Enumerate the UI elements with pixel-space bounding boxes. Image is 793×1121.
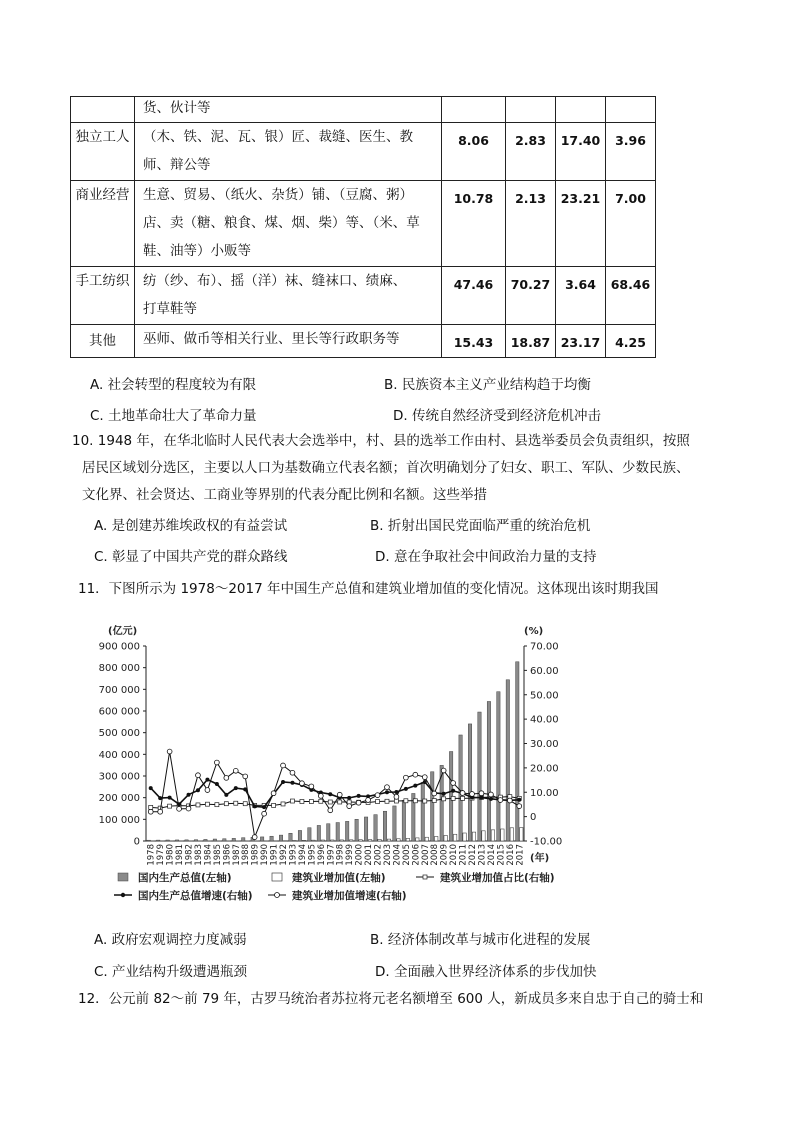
- gdp-growth-point: [479, 796, 483, 800]
- gdp-bar: [355, 819, 358, 841]
- construction-growth-point: [290, 770, 295, 775]
- description-line: 货、伙计等: [143, 100, 211, 116]
- construction-growth-point: [403, 775, 408, 780]
- x-tick-label: 1983: [193, 844, 204, 866]
- construction-share-point: [234, 801, 238, 805]
- legend-marker: [275, 893, 280, 898]
- gdp-bar: [298, 830, 301, 841]
- construction-bar: [387, 839, 390, 841]
- gdp-bar: [497, 692, 500, 841]
- construction-growth-point: [375, 793, 380, 798]
- x-tick-label: 1986: [222, 844, 233, 866]
- q9-option-a[interactable]: A. 社会转型的程度较为有限: [90, 377, 257, 393]
- x-tick-label: 2016: [505, 844, 516, 866]
- construction-growth-point: [422, 775, 427, 780]
- gdp-bar: [317, 825, 320, 841]
- gdp-growth-point: [442, 792, 446, 796]
- gdp-growth-point: [158, 796, 162, 800]
- gdp-bar: [204, 839, 207, 841]
- construction-growth-point: [196, 773, 201, 778]
- x-tick-label: 2006: [411, 844, 422, 866]
- construction-share-point: [413, 799, 417, 803]
- construction-bar: [482, 831, 485, 841]
- table-row: [71, 181, 656, 267]
- value-cell: [506, 97, 556, 123]
- construction-growth-point: [356, 800, 361, 805]
- right-tick-label: 40.00: [530, 714, 559, 726]
- q11-option-b[interactable]: B. 经济体制改革与城市化进程的发展: [370, 932, 591, 948]
- right-tick-label: 20.00: [530, 763, 559, 775]
- value-cell: 10.78: [442, 181, 506, 267]
- construction-bar: [331, 840, 334, 841]
- q12-stem-line1: 12．公元前 82～前 79 年，古罗马统治者苏拉将元老名额增至 600 人，新成员多来自忠于自己的骑士和: [78, 991, 704, 1007]
- x-tick-label: 1994: [297, 844, 308, 866]
- construction-growth-point: [328, 808, 333, 813]
- left-tick-label: 700 000: [98, 684, 140, 696]
- construction-share-point: [338, 800, 342, 804]
- construction-bar: [501, 829, 504, 841]
- construction-bar: [359, 840, 362, 841]
- q11-option-a[interactable]: A. 政府宏观调控力度减弱: [94, 932, 247, 948]
- right-tick-label: -10.00: [530, 836, 563, 848]
- left-tick-label: 500 000: [98, 728, 140, 740]
- table-row: [71, 325, 656, 358]
- x-tick-label: 2002: [373, 844, 384, 866]
- q9-option-c[interactable]: C. 土地革命壮大了革命力量: [90, 408, 257, 424]
- x-tick-label: 1988: [241, 844, 252, 866]
- x-tick-label: 1985: [212, 844, 223, 866]
- x-tick-label: 2010: [449, 844, 460, 866]
- value-cell: 17.40: [556, 123, 606, 181]
- construction-bar: [425, 837, 428, 841]
- gdp-growth-point: [385, 790, 389, 794]
- construction-share-point: [290, 799, 294, 803]
- gdp-growth-point: [205, 778, 209, 782]
- construction-growth-point: [385, 785, 390, 790]
- construction-share-point: [385, 799, 389, 803]
- legend-marker: [423, 875, 427, 879]
- category-cell: [71, 97, 135, 123]
- q11-option-d[interactable]: D. 全面融入世界经济体系的步伐加快: [375, 964, 597, 980]
- construction-growth-point: [271, 791, 276, 796]
- table-row: [71, 123, 656, 181]
- description-line: 巫师、做币等相关行业、里长等行政职务等: [143, 331, 400, 347]
- construction-growth-point: [366, 798, 371, 803]
- construction-bar: [302, 840, 305, 841]
- value-cell: [556, 97, 606, 123]
- gdp-growth-point: [423, 780, 427, 784]
- category-cell: 手工纺织: [71, 267, 135, 325]
- category-cell: 商业经营: [71, 181, 135, 267]
- construction-growth-point: [394, 794, 399, 799]
- gdp-bar: [431, 772, 434, 841]
- q10-option-b[interactable]: B. 折射出国民党面临严重的统治危机: [370, 518, 591, 534]
- gdp-growth-point: [451, 789, 455, 793]
- construction-growth-point: [451, 781, 456, 786]
- construction-growth-point: [318, 794, 323, 799]
- construction-share-point: [451, 796, 455, 800]
- gdp-bar: [327, 824, 330, 841]
- table-row: [71, 267, 656, 325]
- q11-option-c[interactable]: C. 产业结构升级遭遇瓶颈: [94, 964, 248, 980]
- construction-growth-point: [205, 788, 210, 793]
- legend-label: 建筑业增加值(左轴): [292, 872, 386, 884]
- construction-bar: [340, 840, 343, 841]
- gdp-bar: [213, 839, 216, 841]
- left-tick-label: 300 000: [98, 771, 140, 783]
- x-tick-label: 1999: [345, 844, 356, 866]
- q10-option-c[interactable]: C. 彰显了中国共产党的群众路线: [94, 549, 288, 565]
- gdp-growth-point: [187, 793, 191, 797]
- construction-share-point: [319, 799, 323, 803]
- construction-share-point: [272, 803, 276, 807]
- construction-bar: [321, 840, 324, 841]
- q11-stem-line1: 11．下图所示为 1978～2017 年中国生产总值和建筑业增加值的变化情况。这体现出该时期我国: [78, 581, 659, 597]
- gdp-bar: [364, 817, 367, 841]
- construction-share-point: [205, 802, 209, 806]
- value-cell: 3.64: [556, 267, 606, 325]
- construction-growth-point: [413, 772, 418, 777]
- legend-label: 国内生产总值增速(右轴): [138, 890, 253, 902]
- construction-share-point: [309, 800, 313, 804]
- x-tick-label: 2007: [420, 844, 431, 866]
- gdp-growth-point: [196, 788, 200, 792]
- legend-swatch-gdp: [118, 873, 128, 881]
- x-tick-label: 1987: [231, 844, 242, 866]
- gdp-bar: [506, 680, 509, 841]
- left-tick-label: 800 000: [98, 663, 140, 675]
- x-tick-label: 2011: [458, 844, 469, 866]
- construction-bar: [520, 828, 523, 841]
- gdp-bar: [468, 724, 471, 841]
- x-tick-label: 1993: [288, 844, 299, 866]
- description-cell: [135, 267, 442, 325]
- gdp-bar: [487, 701, 490, 841]
- left-tick-label: 400 000: [98, 749, 140, 761]
- x-tick-label: 2003: [382, 844, 393, 866]
- left-tick-label: 200 000: [98, 793, 140, 805]
- construction-share-point: [376, 800, 380, 804]
- description-cell: [135, 97, 442, 123]
- construction-share-point: [149, 805, 153, 809]
- construction-bar: [416, 838, 419, 841]
- construction-bar: [472, 832, 475, 841]
- description-line: 打草鞋等: [143, 301, 197, 317]
- category-cell: 独立工人: [71, 123, 135, 181]
- x-tick-label: 1992: [279, 844, 290, 866]
- x-tick-label: 2015: [496, 844, 507, 866]
- construction-growth-point: [177, 806, 182, 811]
- right-tick-label: 30.00: [530, 739, 559, 750]
- x-tick-label: 2004: [392, 844, 403, 866]
- description-line: （木、铁、泥、瓦、银）匠、裁缝、医生、教: [143, 129, 413, 145]
- x-tick-label: 1981: [175, 844, 186, 866]
- x-tick-label: 2005: [401, 844, 412, 866]
- q10-option-a[interactable]: A. 是创建苏维埃政权的有益尝试: [94, 518, 288, 534]
- construction-bar: [510, 828, 513, 841]
- gdp-bar: [516, 662, 519, 841]
- gdp-growth-point: [168, 796, 172, 800]
- description-line: 生意、贸易、（纸火、杂货）铺、（豆腐、粥）: [143, 187, 413, 203]
- value-cell: 4.25: [606, 325, 656, 358]
- value-cell: 3.96: [606, 123, 656, 181]
- construction-growth-point: [432, 791, 437, 796]
- construction-share-point: [196, 803, 200, 807]
- x-tick-label: 1991: [269, 844, 280, 866]
- left-tick-label: 900 000: [98, 641, 140, 653]
- occupation-table: [70, 96, 656, 358]
- construction-growth-point: [281, 763, 286, 768]
- gdp-bar: [279, 835, 282, 841]
- value-cell: 70.27: [506, 267, 556, 325]
- left-tick-label: 100 000: [98, 814, 140, 826]
- construction-growth-point: [441, 768, 446, 773]
- legend-label: 国内生产总值(左轴): [138, 872, 232, 884]
- construction-share-point: [281, 802, 285, 806]
- q10-option-d[interactable]: D. 意在争取社会中间政治力量的支持: [375, 549, 597, 565]
- right-tick-label: 60.00: [530, 665, 559, 677]
- gdp-growth-point: [253, 804, 257, 808]
- gdp-growth-point: [224, 793, 228, 797]
- construction-share-point: [432, 799, 436, 803]
- construction-share-point: [300, 800, 304, 804]
- x-tick-label: 2001: [364, 844, 375, 866]
- construction-growth-point: [167, 749, 172, 754]
- construction-share-point: [224, 802, 228, 806]
- construction-bar: [368, 840, 371, 841]
- construction-growth-point: [347, 804, 352, 809]
- gdp-bar: [223, 839, 226, 841]
- description-line: 鞋、油等）小贩等: [143, 243, 251, 259]
- table-row: [71, 97, 656, 123]
- gdp-growth-point: [357, 794, 361, 798]
- gdp-bar: [185, 840, 188, 841]
- construction-growth-point: [224, 775, 229, 780]
- value-cell: 23.21: [556, 181, 606, 267]
- construction-growth-point: [214, 760, 219, 765]
- x-tick-label: 1997: [326, 844, 337, 866]
- right-tick-label: 10.00: [530, 787, 559, 799]
- legend-label: 建筑业增加值占比(右轴): [440, 872, 555, 884]
- construction-share-point: [168, 804, 172, 808]
- construction-bar: [453, 834, 456, 841]
- gdp-growth-point: [290, 781, 294, 785]
- x-tick-label: 1978: [146, 844, 157, 866]
- gdp-bar: [242, 838, 245, 841]
- right-tick-label: 70.00: [530, 641, 559, 653]
- construction-growth-point: [252, 835, 257, 840]
- x-tick-label: 1979: [156, 844, 167, 866]
- gdp-bar: [402, 800, 405, 841]
- right-axis-unit: (%): [524, 626, 544, 637]
- description-line: 纺（纱、布）、摇（洋）袜、缝袜口、绩麻、: [143, 273, 407, 289]
- x-tick-label: 2013: [477, 844, 488, 866]
- construction-bar: [397, 839, 400, 841]
- construction-bar: [406, 838, 409, 841]
- x-tick-label: 1984: [203, 844, 214, 866]
- construction-growth-point: [337, 792, 342, 797]
- gdp-growth-point: [215, 782, 219, 786]
- construction-growth-point: [186, 806, 191, 811]
- value-cell: 68.46: [606, 267, 656, 325]
- right-tick-label: 0: [530, 812, 537, 824]
- value-cell: [442, 97, 506, 123]
- gdp-growth-point: [347, 796, 351, 800]
- construction-bar: [435, 836, 438, 841]
- construction-growth-point: [309, 784, 314, 789]
- construction-share-point: [423, 799, 427, 803]
- construction-share-point: [243, 802, 247, 806]
- gdp-bar: [336, 823, 339, 841]
- x-tick-label: 2012: [468, 844, 479, 866]
- construction-growth-point: [300, 781, 305, 786]
- q10-stem-line2: 居民区域划分选区，主要以人口为基数确立代表名额；首次明确划分了妇女、职工、军队、少数民族、: [82, 460, 690, 476]
- gdp-bar: [147, 840, 150, 841]
- construction-share-point: [442, 797, 446, 801]
- construction-share-point: [215, 803, 219, 807]
- gdp-bar: [478, 712, 481, 841]
- legend-swatch-construction: [272, 873, 282, 881]
- description-cell: [135, 123, 442, 181]
- gdp-bar: [175, 840, 178, 841]
- description-cell: [135, 181, 442, 267]
- right-tick-label: 50.00: [530, 690, 559, 702]
- gdp-growth-point: [262, 805, 266, 809]
- construction-share-point: [328, 800, 332, 804]
- gdp-bar: [393, 806, 396, 841]
- gdp-bar: [374, 815, 377, 841]
- gdp-bar: [260, 837, 263, 841]
- legend-label: 建筑业增加值增速(右轴): [292, 890, 407, 902]
- value-cell: 18.87: [506, 325, 556, 358]
- construction-growth-point: [148, 809, 153, 814]
- gdp-growth-point: [489, 797, 493, 801]
- left-axis-unit: (亿元): [108, 626, 138, 637]
- value-cell: 15.43: [442, 325, 506, 358]
- gdp-bar: [232, 838, 235, 841]
- x-tick-label: 1996: [316, 844, 327, 866]
- gdp-bar: [270, 836, 273, 841]
- gdp-bar: [459, 735, 462, 841]
- gdp-bar: [308, 828, 311, 841]
- x-tick-label: 1998: [335, 844, 346, 866]
- category-cell: 其他: [71, 325, 135, 358]
- gdp-growth-point: [328, 792, 332, 796]
- gdp-bar: [383, 811, 386, 841]
- construction-growth-point: [233, 768, 238, 773]
- gdp-growth-point: [404, 787, 408, 791]
- q10-stem-line3: 文化界、社会贤达、工商业等界别的代表分配比例和名额。这些举措: [82, 487, 487, 503]
- q9-option-d[interactable]: D. 传统自然经济受到经济危机冲击: [393, 408, 601, 424]
- gdp-construction-chart: [0, 612, 793, 912]
- x-tick-label: 2000: [354, 844, 365, 866]
- q9-option-b[interactable]: B. 民族资本主义产业结构趋于均衡: [384, 377, 591, 393]
- construction-growth-point: [507, 798, 512, 803]
- x-tick-label: 1990: [260, 844, 271, 866]
- construction-bar: [312, 840, 315, 841]
- x-tick-label: 2017: [515, 844, 526, 866]
- description-line: 店、卖（糖、粮食、煤、烟、柴）等、（米、草: [143, 215, 420, 231]
- gdp-bar: [345, 821, 348, 841]
- left-tick-label: 600 000: [98, 706, 140, 718]
- construction-growth-point: [262, 811, 267, 816]
- x-tick-label: 2014: [486, 844, 497, 866]
- construction-bar: [463, 833, 466, 841]
- construction-share-point: [404, 799, 408, 803]
- gdp-bar: [421, 782, 424, 841]
- value-cell: [606, 97, 656, 123]
- gdp-growth-point: [149, 786, 153, 790]
- value-cell: 2.13: [506, 181, 556, 267]
- gdp-growth-point: [281, 780, 285, 784]
- construction-growth-point: [460, 791, 465, 796]
- x-tick-label: 2009: [439, 844, 450, 866]
- description-line: 师、辩公等: [143, 157, 211, 173]
- x-axis-label: (年): [530, 853, 550, 864]
- x-tick-label: 1989: [250, 844, 261, 866]
- left-tick-label: 0: [133, 836, 140, 848]
- gdp-growth-point: [234, 786, 238, 790]
- gdp-growth-point: [413, 784, 417, 788]
- gdp-bar: [166, 840, 169, 841]
- value-cell: 7.00: [606, 181, 656, 267]
- construction-growth-point: [243, 774, 248, 779]
- construction-growth-point: [498, 798, 503, 803]
- construction-bar: [444, 835, 447, 841]
- construction-growth-point: [489, 792, 494, 797]
- gdp-bar: [289, 833, 292, 841]
- q10-stem-line1: 10. 1948 年，在华北临时人民代表大会选举中，村、县的选举工作由村、县选举委员会负责组织，按照: [72, 433, 690, 449]
- construction-growth-point: [470, 792, 475, 797]
- value-cell: 23.17: [556, 325, 606, 358]
- gdp-bar: [194, 840, 197, 841]
- gdp-bar: [156, 840, 159, 841]
- construction-bar: [378, 839, 381, 841]
- x-tick-label: 1995: [307, 844, 318, 866]
- construction-share-point: [461, 796, 465, 800]
- construction-bar: [349, 840, 352, 841]
- legend-marker: [121, 893, 125, 897]
- construction-growth-point: [517, 804, 522, 809]
- value-cell: 47.46: [442, 267, 506, 325]
- value-cell: 8.06: [442, 123, 506, 181]
- x-tick-label: 1980: [165, 844, 176, 866]
- construction-bar: [491, 830, 494, 841]
- construction-growth-point: [479, 791, 484, 796]
- description-cell: [135, 325, 442, 358]
- value-cell: 2.83: [506, 123, 556, 181]
- x-tick-label: 2008: [430, 844, 441, 866]
- construction-growth-point: [158, 809, 163, 814]
- x-tick-label: 1982: [184, 844, 195, 866]
- gdp-growth-point: [517, 798, 521, 802]
